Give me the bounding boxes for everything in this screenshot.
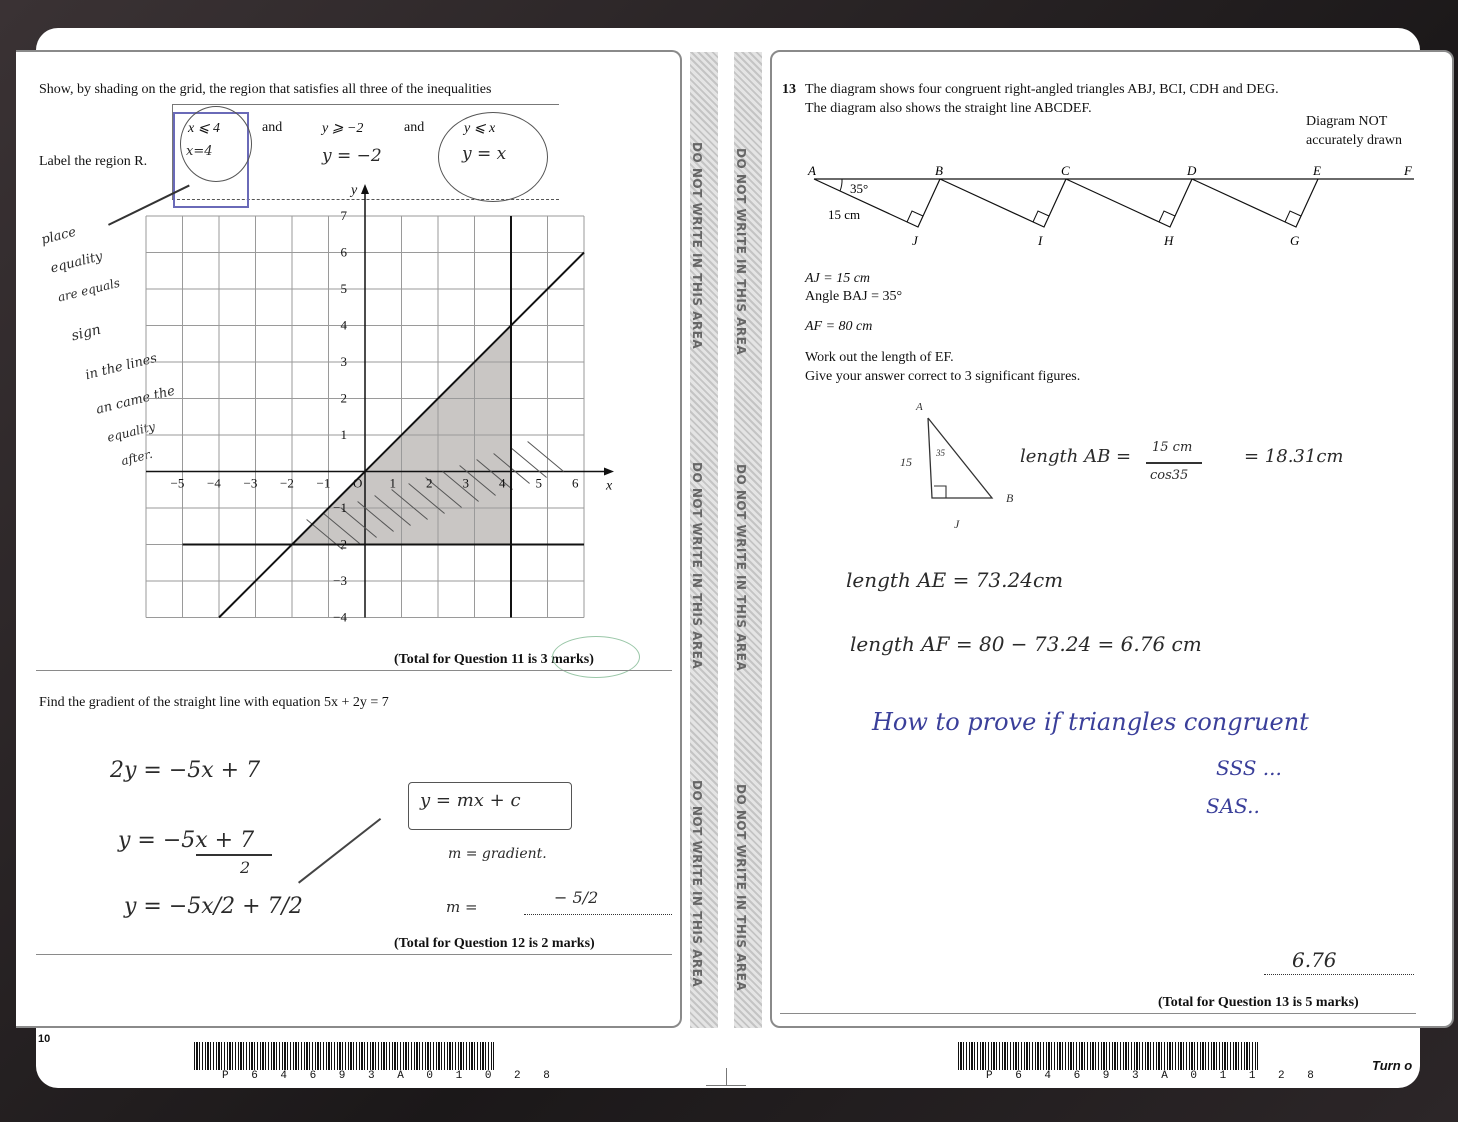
sketch-label: 35: [936, 448, 945, 458]
x-tick-label: 2: [426, 475, 433, 491]
divider: [36, 670, 672, 671]
margin-note-line: an came the: [94, 383, 177, 418]
barcode-left: [194, 1042, 494, 1070]
blue-note-1: How to prove if triangles congruent: [872, 708, 1309, 736]
work-fraction-bar: [1146, 462, 1202, 464]
q11-total: (Total for Question 11 is 3 marks): [394, 652, 594, 667]
gutter-strip-left: [690, 52, 718, 1028]
sketch-triangle: [894, 396, 1024, 536]
q12-answer: − 5/2: [554, 888, 599, 907]
q12-prompt: Find the gradient of the straight line with equation 5x + 2y = 7: [39, 695, 389, 710]
y-tick-label: 7: [340, 208, 347, 223]
q12-work-line: y = −5x + 7: [118, 828, 255, 853]
point-label: B: [935, 163, 943, 178]
warning-text: DO NOT WRITE IN THIS AREA: [690, 142, 704, 350]
warning-text: DO NOT WRITE IN THIS AREA: [734, 148, 748, 356]
y-tick-label: −1: [333, 500, 347, 515]
x-tick-label: 6: [572, 475, 579, 491]
y-tick-label: −2: [333, 536, 347, 552]
barcode-right: [958, 1042, 1258, 1070]
x-tick-label: 3: [462, 475, 469, 491]
inequality-2: y ⩾ −2: [322, 121, 364, 136]
work-frac-bot: cos35: [1150, 468, 1189, 483]
q12-work-line: 2: [240, 858, 251, 877]
x-tick-label: −4: [207, 475, 221, 491]
and-1: and: [262, 120, 283, 135]
tablet-screen: [36, 28, 1420, 1088]
answer-line: [1264, 974, 1414, 975]
tick-mark: [552, 636, 640, 678]
margin-note-line: after.: [119, 446, 154, 469]
x-tick-label: 5: [535, 475, 542, 491]
q13-line1: The diagram shows four congruent right-angled triangles ABJ, BCI, CDH and DEG.: [805, 82, 1279, 97]
sketch-label: B: [1006, 491, 1014, 505]
y-tick-label: 2: [340, 390, 347, 406]
margin-note-line: in the lines: [83, 350, 159, 384]
inequality-3: y ⩽ x: [464, 121, 496, 136]
margin-note-line: equality: [105, 419, 157, 445]
y-tick-label: −3: [333, 573, 347, 588]
hatch-line: [528, 442, 564, 472]
barcode-right-text: P 6 4 6 9 3 A 0 1 1 2 8: [986, 1070, 1322, 1082]
point-label: D: [1187, 163, 1197, 178]
divider: [780, 1013, 1416, 1014]
blue-note-2: SSS ...: [1216, 756, 1282, 780]
q12-work-line: 2y = −5x + 7: [110, 758, 261, 783]
work-line-2: length AE = 73.24cm: [846, 568, 1064, 592]
margin-note-line: are equals: [56, 275, 122, 305]
answer-line: [524, 914, 672, 915]
q13-answer: 6.76: [1292, 948, 1337, 972]
given-aj: AJ = 15 cm: [805, 271, 871, 286]
x-axis-label: x: [606, 478, 613, 494]
point-label: E: [1313, 163, 1321, 178]
sketch-label: A: [916, 401, 923, 413]
diagram-note-1: Diagram NOT: [1306, 114, 1388, 129]
warning-text: DO NOT WRITE IN THIS AREA: [690, 780, 704, 988]
x-tick-label: −1: [316, 475, 331, 491]
x-tick-label: O: [353, 475, 363, 491]
q13-number: 13: [782, 82, 796, 97]
inequality-1: x ⩽ 4: [188, 121, 220, 136]
q11-prompt: Show, by shading on the grid, the region that satisfies all three of the inequalities: [39, 82, 492, 97]
triangles-diagram: [802, 156, 1420, 252]
q13-total: (Total for Question 13 is 5 marks): [1158, 995, 1359, 1010]
fraction-bar: [196, 854, 272, 856]
point-label: I: [1038, 233, 1043, 248]
y-tick-label: 4: [340, 317, 347, 333]
fold-mark-base: [706, 1085, 746, 1086]
margin-note-line: sign: [69, 321, 103, 345]
work-line-3: length AF = 80 − 73.24 = 6.76 cm: [850, 632, 1202, 656]
barcode-left-text: P 6 4 6 9 3 A 0 1 0 2 8: [222, 1070, 558, 1082]
task-2: Give your answer correct to 3 significant figures.: [805, 369, 1081, 384]
q12-total: (Total for Question 12 is 2 marks): [394, 936, 595, 951]
label-region-instruction: Label the region R.: [39, 154, 148, 169]
y-tick-label: 6: [340, 244, 347, 260]
point-label: J: [912, 233, 918, 248]
y-tick-label: −4: [333, 609, 347, 625]
y-tick-label: 5: [340, 281, 347, 296]
y-axis-label: y: [351, 183, 358, 198]
blue-note-3: SAS..: [1206, 794, 1260, 818]
work-result-1: = 18.31cm: [1244, 446, 1344, 467]
angle-label: 35°: [850, 181, 869, 196]
and-2: and: [404, 120, 425, 135]
x-tick-label: −3: [243, 475, 258, 491]
given-angle: Angle BAJ = 35°: [805, 289, 903, 304]
warning-text: DO NOT WRITE IN THIS AREA: [734, 784, 748, 992]
formula: y = mx + c: [420, 790, 521, 811]
point-label: F: [1404, 163, 1412, 178]
y-tick-label: 3: [340, 354, 347, 369]
point-label: C: [1061, 163, 1070, 178]
x-tick-label: 1: [389, 475, 396, 491]
q12-work-line: y = −5x/2 + 7/2: [124, 894, 303, 919]
point-label: A: [808, 163, 816, 178]
task-1: Work out the length of EF.: [805, 350, 954, 365]
hand-ineq1: x=4: [186, 144, 213, 159]
m-note: m = gradient.: [448, 846, 547, 862]
y-axis-arrow: [361, 184, 369, 194]
inequality-grid: [126, 178, 613, 638]
gutter-strip-right: [734, 52, 762, 1028]
warning-text: DO NOT WRITE IN THIS AREA: [690, 462, 704, 670]
margin-note-line: equality: [49, 249, 105, 277]
point-label: H: [1164, 233, 1174, 248]
hand-ineq2: y = −2: [322, 146, 382, 166]
fold-mark: [726, 1068, 727, 1086]
warning-text: DO NOT WRITE IN THIS AREA: [734, 464, 748, 672]
y-tick-label: 1: [340, 427, 347, 442]
divider: [36, 954, 672, 955]
work-frac-top: 15 cm: [1152, 440, 1193, 455]
hand-ineq3: y = x: [462, 144, 507, 164]
x-tick-label: −5: [170, 475, 185, 491]
point-label: G: [1290, 233, 1300, 248]
q13-line2: The diagram also shows the straight line ABCDEF.: [805, 101, 1092, 116]
diagram-note-2: accurately drawn: [1306, 133, 1402, 148]
sketch-label: J: [954, 517, 960, 531]
page-number: 10: [38, 1033, 51, 1045]
x-tick-label: 4: [499, 475, 506, 491]
margin-note-line: place: [39, 224, 78, 248]
hatch-line: [511, 448, 547, 478]
turn-over: Turn o: [1372, 1058, 1413, 1073]
answer-label: m =: [446, 898, 478, 916]
given-af: AF = 80 cm: [805, 319, 873, 334]
sketch-label: 15: [900, 455, 912, 469]
work-line-1: length AB =: [1020, 446, 1132, 467]
x-tick-label: −2: [280, 475, 294, 491]
length-label: 15 cm: [828, 207, 861, 222]
